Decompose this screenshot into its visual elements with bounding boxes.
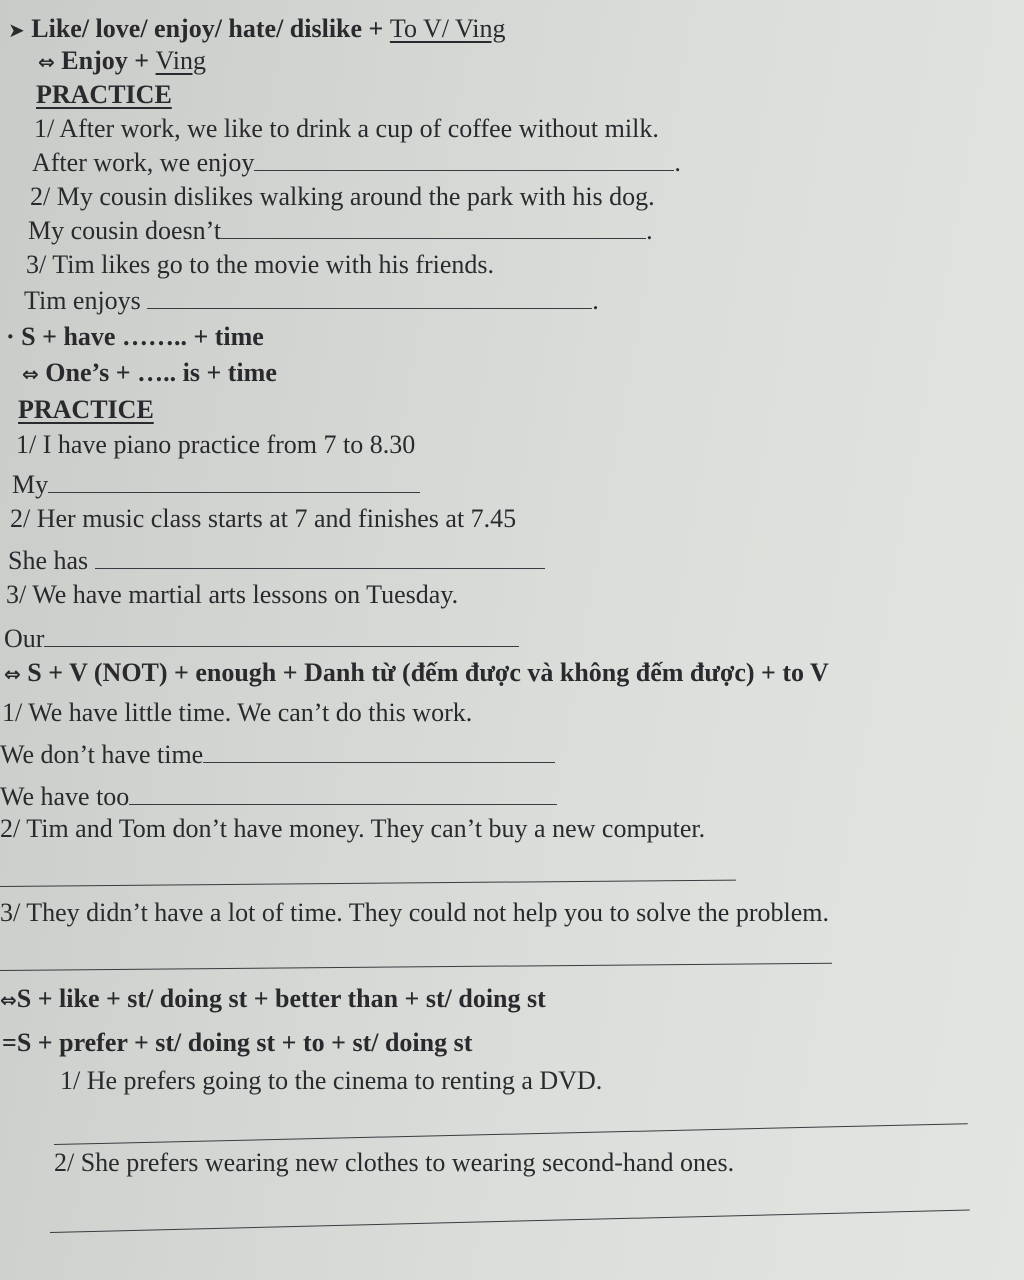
question-3-3: 3/ They didn’t have a lot of time. They could not help you to solve the problem. — [0, 898, 829, 927]
arrowhead-bullet-icon: ➤ — [8, 18, 25, 42]
double-arrow-icon: ⇔ — [0, 988, 17, 1012]
question-4-1: 1/ He prefers going to the cinema to renting a DVD. — [60, 1066, 603, 1095]
answer-line-1-1: After work, we enjoy . — [32, 148, 681, 177]
answer-line-2-1: My — [12, 472, 420, 498]
practice-heading-1: PRACTICE — [36, 80, 172, 109]
rule-enjoy: ⇔ Enjoy + Ving — [38, 46, 206, 75]
question-3-1: 1/ We have little time. We can’t do this work. — [2, 698, 473, 727]
answer-line-2-3: Our — [4, 626, 519, 652]
question-2-2: 2/ Her music class starts at 7 and finishes at 7.45 — [10, 504, 517, 533]
rule-enough: ⇔ S + V (NOT) + enough + Danh từ (đếm được và không đếm được) + to V — [4, 658, 829, 687]
question-1-2: 2/ My cousin dislikes walking around the park with his dog. — [30, 182, 655, 211]
question-1-3: 3/ Tim likes go to the movie with his friends. — [26, 250, 495, 279]
answer-line-3-1b: We have too — [0, 784, 557, 810]
answer-line-1-2: My cousin doesn’t . — [28, 216, 653, 245]
answer-rule-4-1 — [54, 1123, 968, 1145]
answer-rule-4-2 — [50, 1210, 970, 1233]
double-arrow-icon: ⇔ — [38, 50, 55, 74]
answer-rule-3-3 — [0, 963, 832, 971]
double-arrow-icon: ⇔ — [4, 662, 21, 686]
equals-icon: = — [2, 1028, 17, 1057]
question-2-3: 3/ We have martial arts lessons on Tuesday. — [6, 580, 459, 609]
question-3-2: 2/ Tim and Tom don’t have money. They can’t buy a new computer. — [0, 814, 706, 843]
answer-line-1-3: Tim enjoys . — [24, 286, 599, 315]
rule-have-time: · S + have …….. + time — [6, 322, 264, 351]
question-1-1: 1/ After work, we like to drink a cup of coffee without milk. — [34, 114, 659, 143]
rule-like-better: ⇔S + like + st/ doing st + better than + st/ doing st — [0, 984, 546, 1013]
bullet-dot-icon: · — [6, 322, 15, 351]
double-arrow-icon: ⇔ — [22, 362, 39, 386]
rule-ones-time: ⇔ One’s + ….. is + time — [22, 358, 277, 387]
answer-line-2-2: She has — [8, 548, 545, 574]
answer-rule-3-2 — [0, 880, 736, 887]
question-4-2: 2/ She prefers wearing new clothes to wearing second-hand ones. — [54, 1148, 735, 1177]
practice-heading-2: PRACTICE — [18, 395, 154, 424]
rule-like-love: ➤ Like/ love/ enjoy/ hate/ dislike + To V/ Ving — [8, 14, 506, 43]
question-2-1: 1/ I have piano practice from 7 to 8.30 — [16, 430, 416, 459]
answer-line-3-1a: We don’t have time — [0, 742, 555, 768]
rule-prefer: =S + prefer + st/ doing st + to + st/ doing st — [2, 1028, 473, 1057]
